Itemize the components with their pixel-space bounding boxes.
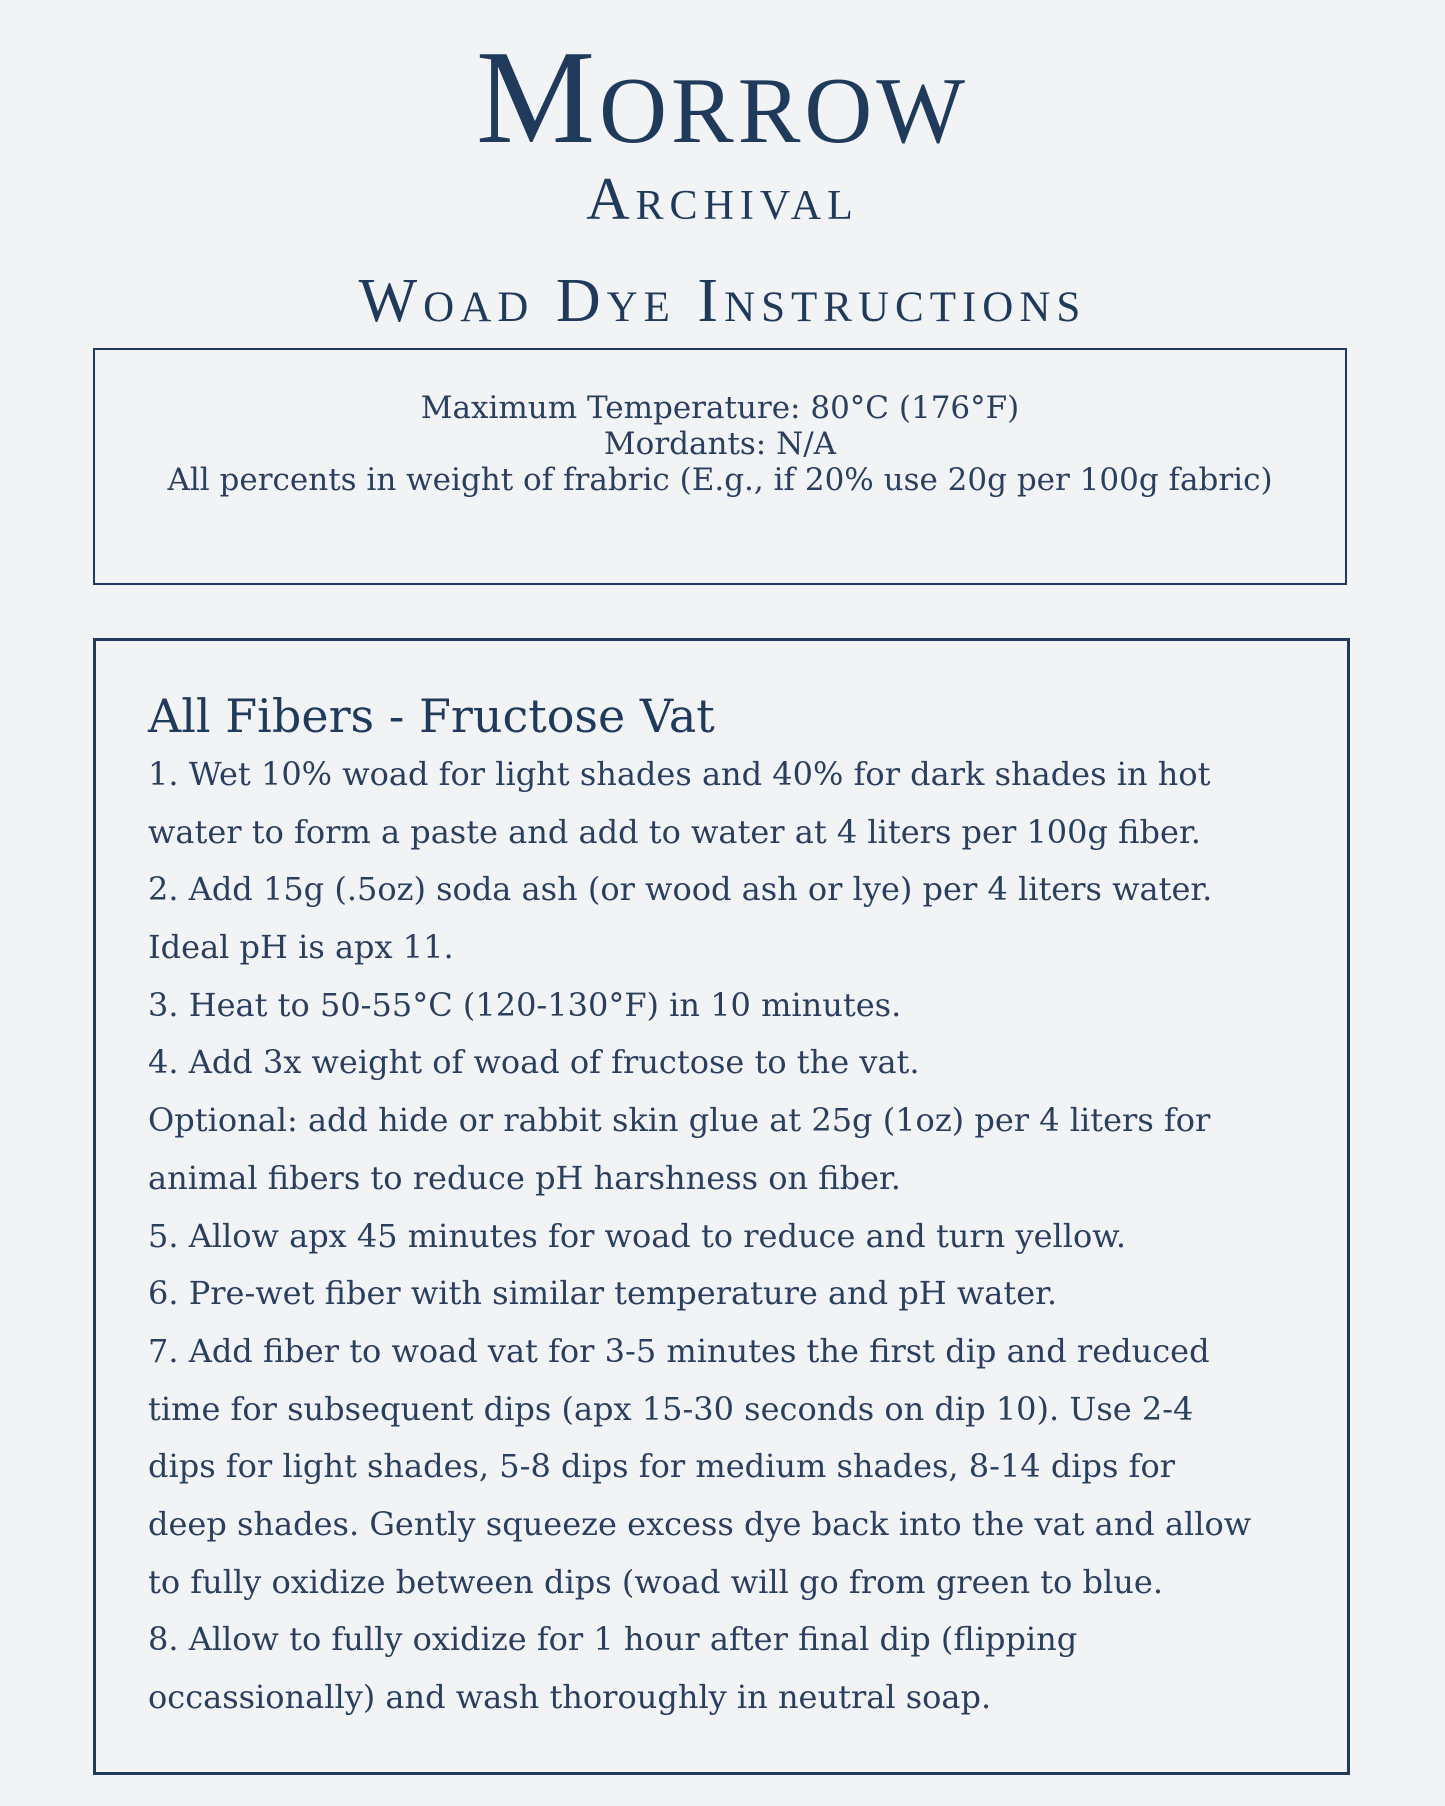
max-temperature: Maximum Temperature: 80°C (176°F) <box>420 390 1020 426</box>
steps-list <box>148 746 1308 1727</box>
brand-title: Morrow <box>475 23 970 171</box>
step-line: 7. Add fiber to woad vat for 3-5 minutes the first dip and reduced <box>148 1331 1210 1370</box>
step-line: time for subsequent dips (apx 15-30 seconds on dip 10). Use 2-4 <box>148 1389 1194 1428</box>
step-line: to fully oxidize between dips (woad will go from green to blue. <box>148 1562 1163 1601</box>
step-line: 8. Allow to fully oxidize for 1 hour after final dip (flipping <box>148 1620 1078 1659</box>
instructions-box <box>93 638 1350 1775</box>
step-line: 2. Add 15g (.5oz) soda ash (or wood ash or lye) per 4 liters water. <box>148 870 1213 909</box>
step-line: 5. Allow apx 45 minutes for woad to reduce and turn yellow. <box>148 1216 1126 1255</box>
step-line: 1. Wet 10% woad for light shades and 40% for dark shades in hot <box>148 755 1211 793</box>
step-line: 4. Add 3x weight of woad of fructose to the vat. <box>148 1043 920 1082</box>
step-line: occassionally) and wash thoroughly in neutral soap. <box>148 1678 992 1716</box>
info-box <box>93 348 1347 585</box>
step-line: water to form a paste and add to water at 4 liters per 100g fiber. <box>148 812 1201 851</box>
step-line: dips for light shades, 5-8 dips for medium shades, 8-14 dips for <box>148 1447 1176 1486</box>
step-line: 3. Heat to 50-55°C (120-130°F) in 10 minutes. <box>148 985 902 1024</box>
subtitle: Archival <box>586 166 859 232</box>
percent-note: All percents in weight of frabric (E.g., if 20% use 20g per 100g fabric) <box>167 462 1273 498</box>
page-title: Woad Dye Instructions <box>358 267 1087 335</box>
step-line: Ideal pH is apx 11. <box>148 928 454 967</box>
mordants: Mordants: N/A <box>603 426 837 462</box>
section-title: All Fibers - Fructose Vat <box>148 689 715 743</box>
step-line: deep shades. Gently squeeze excess dye back into the vat and allow <box>148 1504 1252 1543</box>
step-line: animal fibers to reduce pH harshness on fiber. <box>148 1158 901 1197</box>
step-line: 6. Pre-wet fiber with similar temperature and pH water. <box>148 1274 1058 1313</box>
step-line: Optional: add hide or rabbit skin glue at 25g (1oz) per 4 liters for <box>148 1101 1211 1140</box>
